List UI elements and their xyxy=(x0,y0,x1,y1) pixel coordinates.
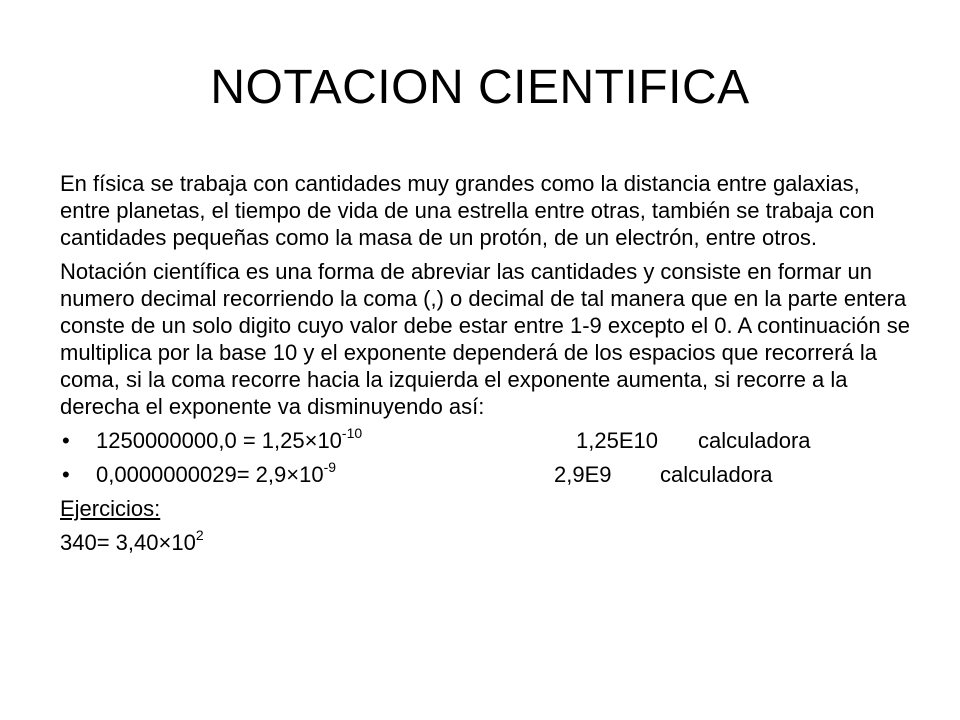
slide-body xyxy=(60,170,916,563)
exercises-heading xyxy=(60,495,916,529)
calculator-value: 2,9E9 xyxy=(554,462,612,487)
bullet-expression xyxy=(96,424,363,454)
bullet-marker: • xyxy=(62,462,70,487)
exercise-line xyxy=(60,526,916,563)
expression-text: 0,0000000029= 2,9×10 xyxy=(96,462,324,487)
exercises-label: Ejercicios: xyxy=(60,496,161,521)
calculator-label: calculadora xyxy=(698,428,811,453)
exercise-expression: 340= 3,40×10 xyxy=(60,530,196,555)
definition-paragraph: Notación científica es una forma de abreviar las cantidades y consiste en formar un numero decimal recorriendo la coma (,) o decimal de tal manera que en la parte entera conste de un solo digito cuyo valor debe estar entre 1-9 excepto el 0. A continuación se multiplica por la base 10 y el exponente dependerá de los espacios que recorrerá la coma, si la coma recorre hacia la izquierda el exponente aumenta, si recorre a la derecha el exponente va disminuyendo así: xyxy=(60,259,910,419)
bullet-expression xyxy=(96,458,337,488)
bullet-item xyxy=(60,424,916,461)
calculator-label: calculadora xyxy=(660,462,773,487)
exponent: -10 xyxy=(341,424,363,441)
slide-title: NOTACION CIENTIFICA xyxy=(210,61,750,114)
exercise-exponent: 2 xyxy=(195,526,204,543)
bullet-marker: • xyxy=(62,428,70,453)
bullet-item xyxy=(60,458,916,495)
expression-text: 1250000000,0 = 1,25×10 xyxy=(96,428,342,453)
exponent: -9 xyxy=(323,458,337,475)
intro-paragraph: En física se trabaja con cantidades muy grandes como la distancia entre galaxias, entre planetas, el tiempo de vida de una estrella entre otras, también se trabaja con cantidades pequeñas como la masa de un protón, de un electrón, entre otros. xyxy=(60,171,875,250)
calculator-value: 1,25E10 xyxy=(576,428,658,453)
